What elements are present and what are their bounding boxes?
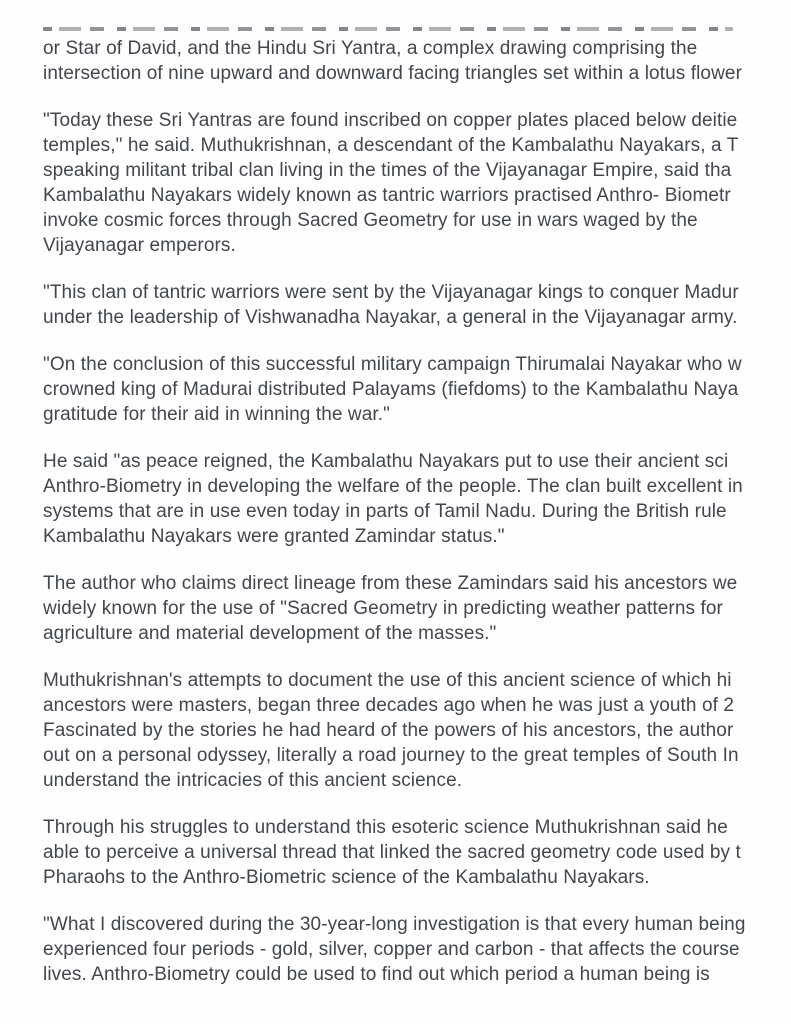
text-line: lives. Anthro-Biometry could be used to find out which period a human being is	[43, 964, 710, 985]
text-line: able to perceive a universal thread that linked the sacred geometry code used by t	[43, 842, 741, 863]
text-line: speaking militant tribal clan living in the times of the Vijayanagar Empire, said tha	[43, 160, 732, 181]
paragraph	[43, 815, 791, 890]
text-line: Anthro-Biometry in developing the welfare of the people. The clan built excellent in	[43, 476, 743, 497]
text-line: gratitude for their aid in winning the war."	[43, 404, 391, 425]
text-line: understand the intricacies of this ancient science.	[43, 770, 463, 791]
text-line: systems that are in use even today in parts of Tamil Nadu. During the British rule	[43, 501, 727, 522]
text-line: experienced four periods - gold, silver, copper and carbon - that affects the course	[43, 939, 740, 960]
text-line: Kambalathu Nayakars widely known as tantric warriors practised Anthro- Biometr	[43, 185, 731, 206]
text-line: "Today these Sri Yantras are found inscribed on copper plates placed below deitie	[43, 110, 738, 131]
paragraph	[43, 571, 791, 646]
text-line: The author who claims direct lineage from these Zamindars said his ancestors we	[43, 573, 738, 594]
text-line: invoke cosmic forces through Sacred Geometry for use in wars waged by the	[43, 210, 698, 231]
paragraph	[43, 912, 791, 987]
text-line: Pharaohs to the Anthro-Biometric science of the Kambalathu Nayakars.	[43, 867, 650, 888]
text-line: ancestors were masters, began three decades ago when he was just a youth of 2	[43, 695, 735, 716]
text-line: Fascinated by the stories he had heard of the powers of his ancestors, the author	[43, 720, 734, 741]
text-line: "What I discovered during the 30-year-long investigation is that every human being	[43, 914, 746, 935]
paragraph	[43, 108, 791, 258]
text-line: out on a personal odyssey, literally a road journey to the great temples of South In	[43, 745, 739, 766]
text-line: "This clan of tantric warriors were sent by the Vijayanagar kings to conquer Madur	[43, 282, 739, 303]
text-line: Vijayanagar emperors.	[43, 235, 236, 256]
text-line: Kambalathu Nayakars were granted Zamindar status."	[43, 526, 505, 547]
cropped-text-remnant	[43, 27, 733, 31]
paragraph	[43, 668, 791, 793]
paragraph	[43, 280, 791, 330]
text-line: under the leadership of Vishwanadha Nayakar, a general in the Vijayanagar army.	[43, 307, 738, 328]
text-line: agriculture and material development of the masses."	[43, 623, 497, 644]
paragraph	[43, 36, 791, 86]
paragraph	[43, 449, 791, 549]
paragraph	[43, 352, 791, 427]
text-line: "On the conclusion of this successful military campaign Thirumalai Nayakar who w	[43, 354, 742, 375]
text-line: widely known for the use of "Sacred Geometry in predicting weather patterns for	[43, 598, 723, 619]
text-line: or Star of David, and the Hindu Sri Yantra, a complex drawing comprising the	[43, 38, 698, 59]
text-line: He said "as peace reigned, the Kambalathu Nayakars put to use their ancient sci	[43, 451, 729, 472]
text-line: temples," he said. Muthukrishnan, a descendant of the Kambalathu Nayakars, a T	[43, 135, 739, 156]
text-line: intersection of nine upward and downward facing triangles set within a lotus flower	[43, 63, 743, 84]
article-text	[43, 36, 791, 1009]
text-line: Through his struggles to understand this esoteric science Muthukrishnan said he	[43, 817, 728, 838]
text-line: crowned king of Madurai distributed Palayams (fiefdoms) to the Kambalathu Naya	[43, 379, 739, 400]
text-line: Muthukrishnan's attempts to document the use of this ancient science of which hi	[43, 670, 732, 691]
